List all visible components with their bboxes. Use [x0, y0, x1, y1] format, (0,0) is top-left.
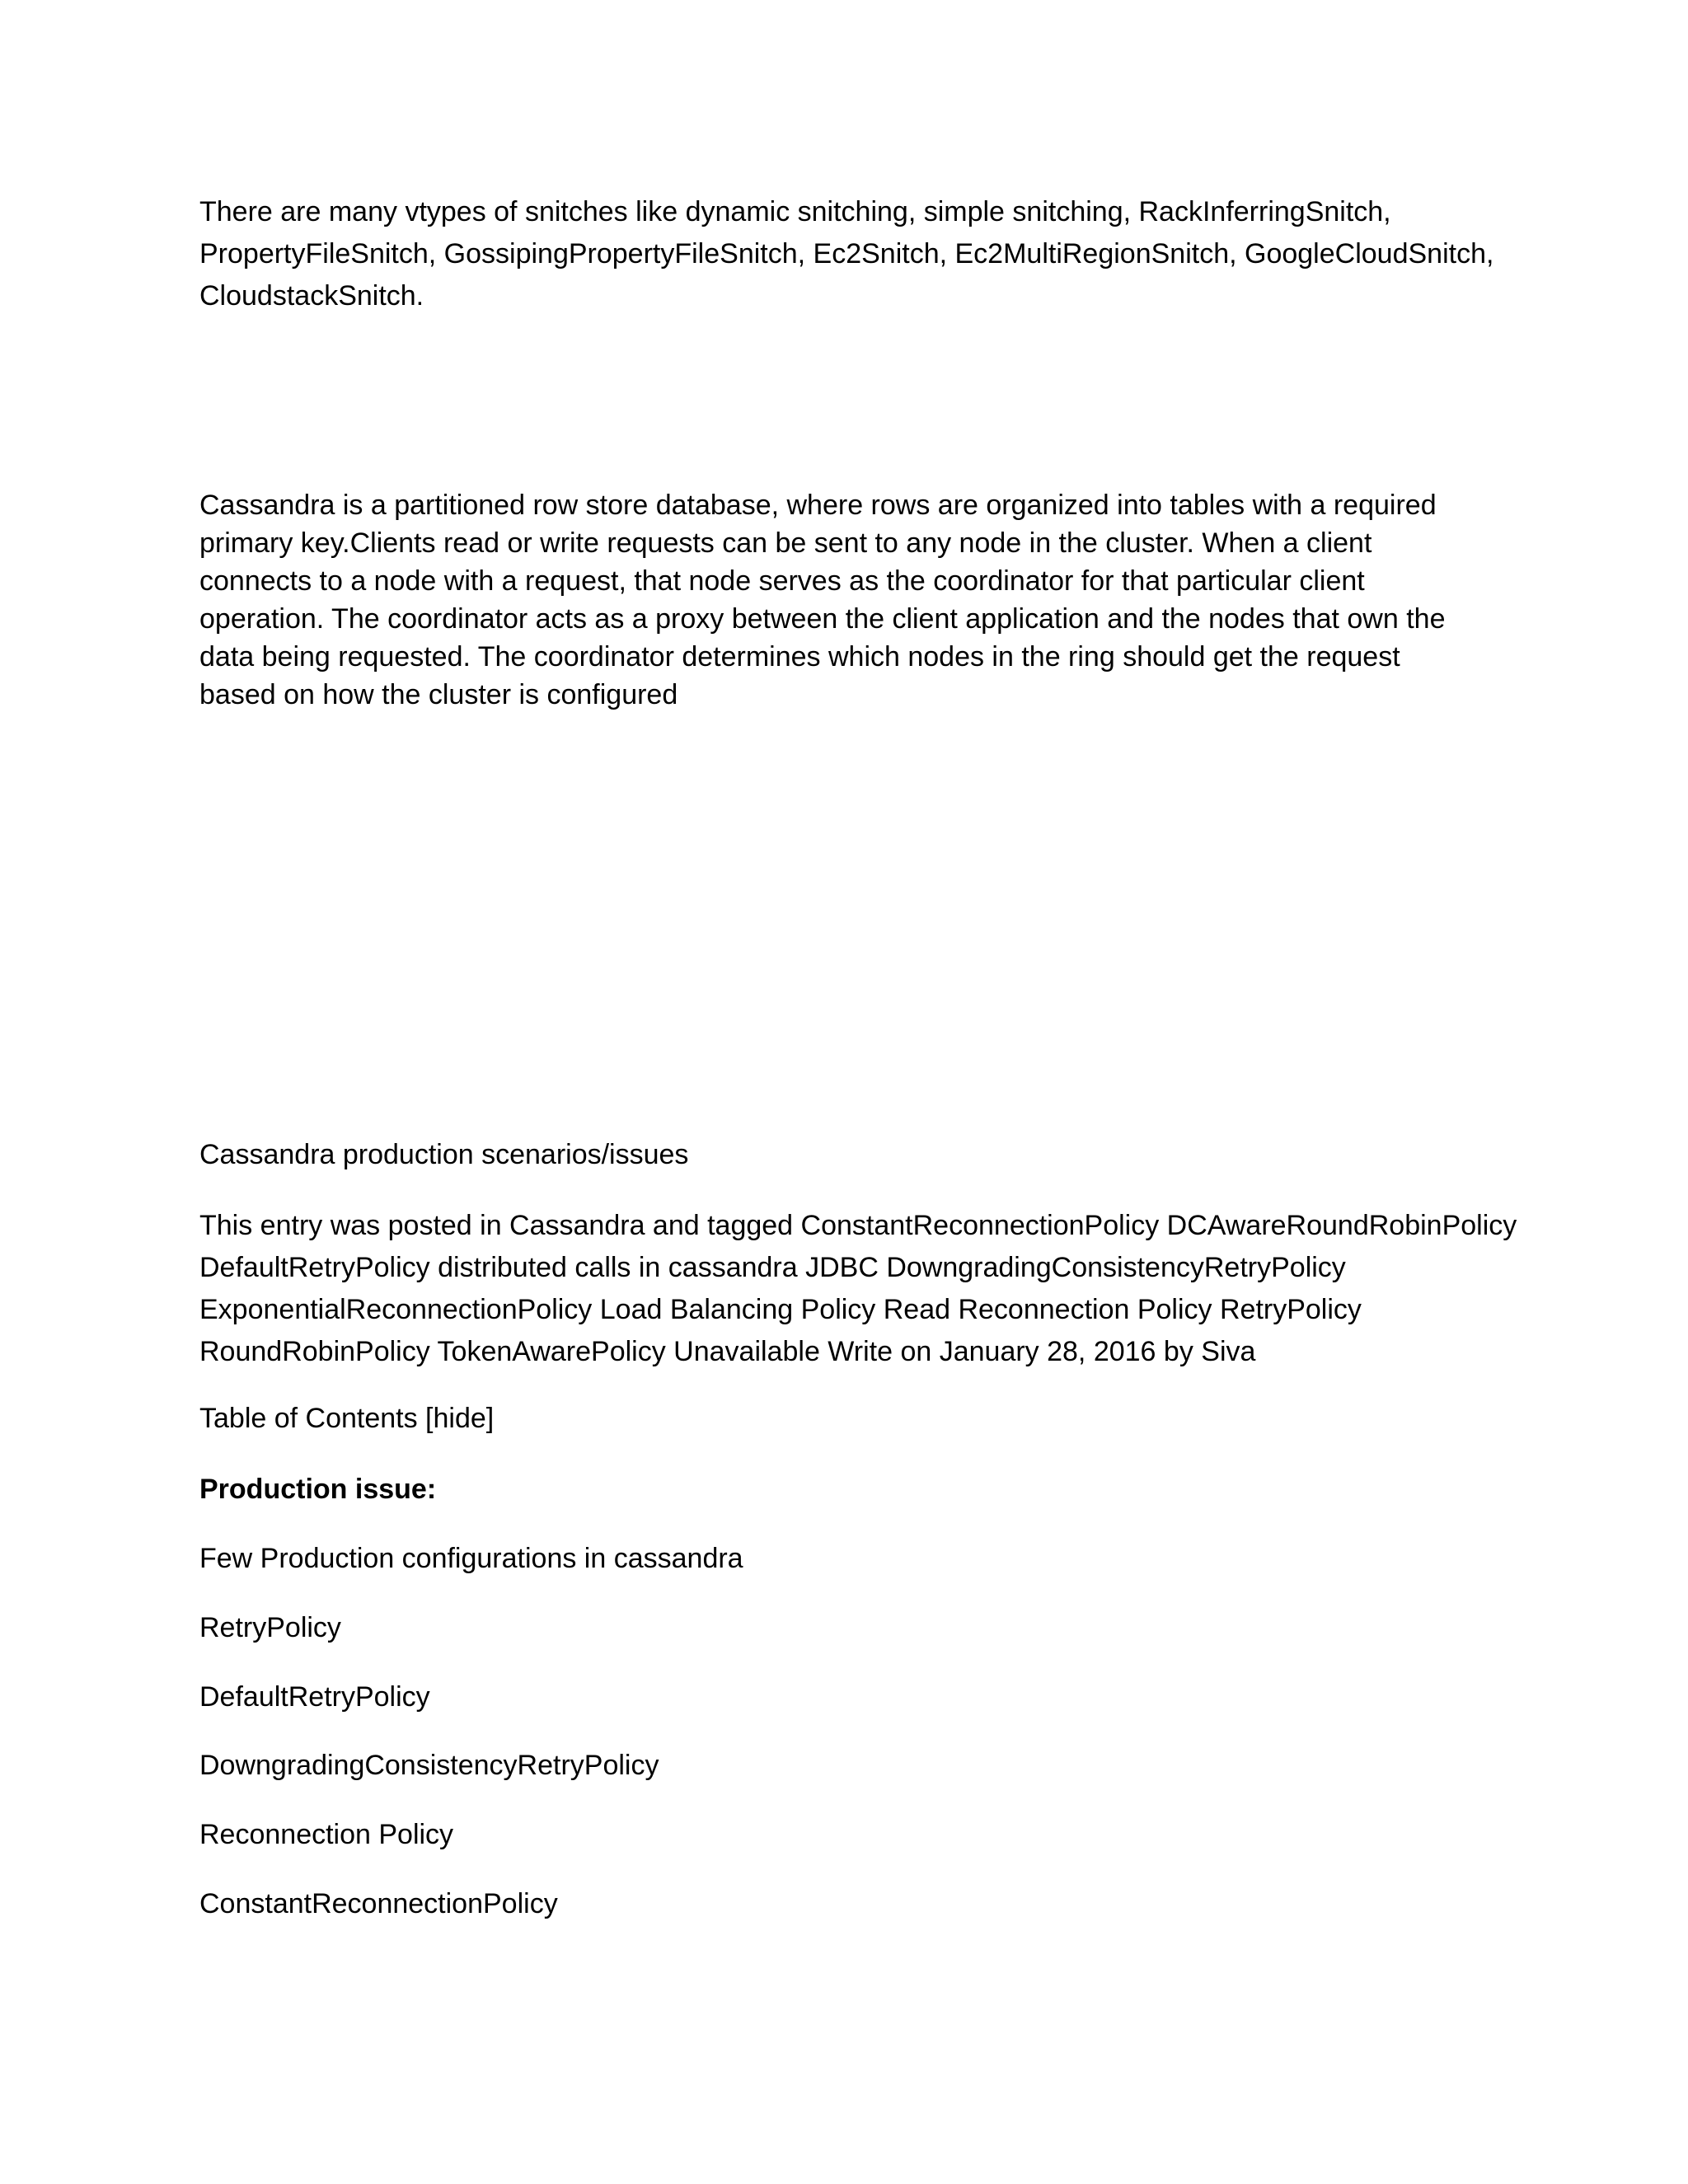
post-meta-line: DefaultRetryPolicy distributed calls in cassandra JDBC DowngradingConsistencyRetryPolicy: [199, 1252, 1346, 1283]
list-item: ConstantReconnectionPolicy: [199, 1888, 558, 1919]
paragraph-line: operation. The coordinator acts as a proxy between the client application and the nodes that own the: [199, 603, 1446, 635]
paragraph-line: connects to a node with a request, that node serves as the coordinator for that particular client: [199, 565, 1365, 597]
cassandra-paragraph: [199, 486, 1518, 714]
paragraph-line: There are many vtypes of snitches like dynamic snitching, simple snitching, RackInferringSnitch,: [199, 196, 1391, 227]
list-item: DowngradingConsistencyRetryPolicy: [199, 1750, 659, 1781]
post-meta: [199, 1205, 1518, 1373]
list-item: Few Production configurations in cassandra: [199, 1543, 743, 1574]
post-meta-line: RoundRobinPolicy TokenAwarePolicy Unavailable Write on January 28, 2016 by Siva: [199, 1336, 1256, 1367]
list-item: Reconnection Policy: [199, 1819, 454, 1850]
post-meta-line: ExponentialReconnectionPolicy Load Balancing Policy Read Reconnection Policy RetryPolicy: [199, 1294, 1362, 1325]
production-issue-heading: Production issue:: [199, 1474, 437, 1505]
paragraph-line: Cassandra is a partitioned row store database, where rows are organized into tables with a required: [199, 490, 1437, 521]
post-title: Cassandra production scenarios/issues: [199, 1139, 689, 1170]
list-item: RetryPolicy: [199, 1612, 341, 1643]
list-item: DefaultRetryPolicy: [199, 1681, 430, 1713]
paragraph-line: CloudstackSnitch.: [199, 280, 424, 312]
post-meta-line: This entry was posted in Cassandra and tagged ConstantReconnectionPolicy DCAwareRoundRobinPolicy: [199, 1210, 1517, 1241]
snitches-paragraph: [199, 191, 1518, 317]
paragraph-line: PropertyFileSnitch, GossipingPropertyFileSnitch, Ec2Snitch, Ec2MultiRegionSnitch, GoogleCloudSnitch,: [199, 238, 1494, 269]
paragraph-line: based on how the cluster is configured: [199, 679, 678, 710]
table-of-contents: Table of Contents [hide]: [199, 1403, 495, 1434]
paragraph-line: data being requested. The coordinator determines which nodes in the ring should get the request: [199, 641, 1400, 673]
paragraph-line: primary key.Clients read or write requests can be sent to any node in the cluster. When a client: [199, 527, 1372, 559]
